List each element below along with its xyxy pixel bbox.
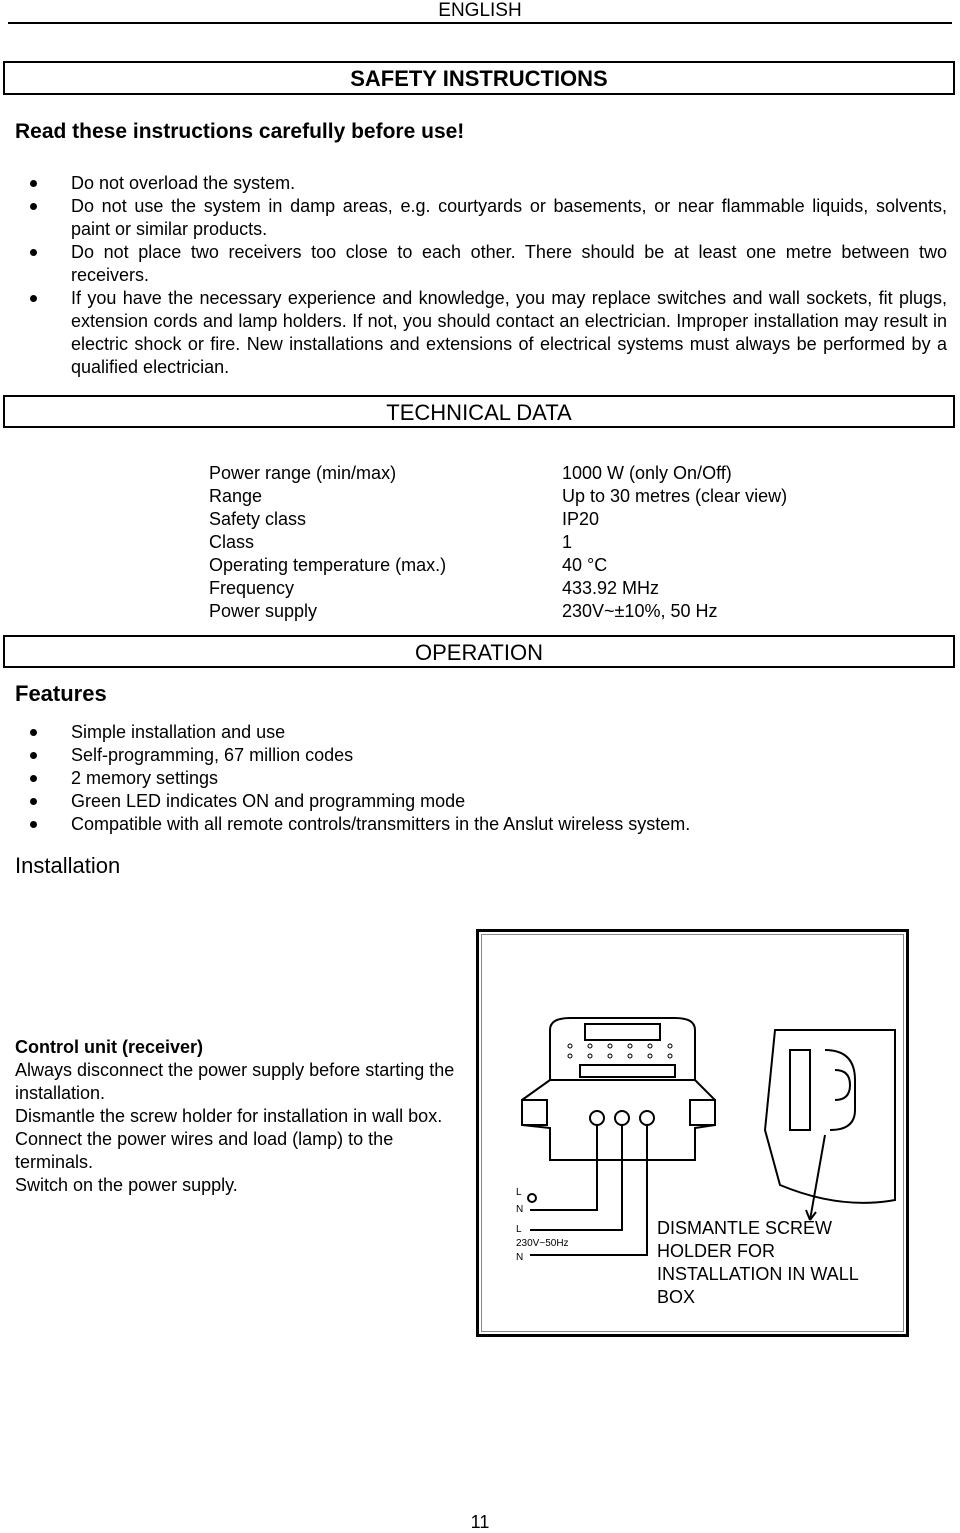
list-item: 2 memory settings — [15, 767, 947, 790]
list-item: If you have the necessary experience and knowledge, you may replace switches and wall sockets, fit plugs, extension cords and lamp holders. If not, you should contact an electrician. Improper installation may result in electric shock or fire. New installations and extensions of electrical systems must always be performed by a qualified electrician. — [15, 287, 947, 379]
diagram-label: L — [516, 1224, 522, 1235]
bullet-icon — [30, 729, 37, 736]
list-item: Do not use the system in damp areas, e.g. courtyards or basements, or near flammable liquids, solvents, paint or similar products. — [15, 195, 947, 241]
bullet-icon — [30, 203, 37, 210]
diagram-label: L — [516, 1187, 522, 1198]
list-item: Simple installation and use — [15, 721, 947, 744]
bullet-icon — [30, 752, 37, 759]
language-header: ENGLISH — [438, 0, 522, 21]
instruction-line: Switch on the power supply. — [15, 1175, 238, 1195]
list-item: Do not overload the system. — [15, 172, 947, 195]
control-unit-instructions — [15, 1036, 455, 1197]
page-number: 11 — [470, 1512, 490, 1532]
header-rule — [8, 22, 952, 24]
diagram-label: N — [516, 1252, 524, 1263]
bullet-icon — [30, 249, 37, 256]
installation-heading: Installation — [15, 853, 121, 878]
list-item: Do not place two receivers too close to each other. There should be at least one metre between two receivers. — [15, 241, 947, 287]
features-list — [15, 721, 947, 836]
safety-list — [15, 172, 947, 379]
instruction-line: Always disconnect the power supply before starting the installation. — [15, 1060, 455, 1103]
section-heading-technical: TECHNICAL DATA — [3, 395, 955, 428]
instruction-line: Dismantle the screw holder for installation in wall box. — [15, 1106, 443, 1126]
section-heading-safety: SAFETY INSTRUCTIONS — [3, 61, 955, 95]
diagram-label: N — [516, 1204, 524, 1215]
bullet-icon — [30, 295, 37, 302]
diagram-label: 230V~50Hz — [516, 1238, 569, 1249]
bullet-icon — [30, 180, 37, 187]
bullet-icon — [30, 798, 37, 805]
bullet-icon — [30, 775, 37, 782]
instruction-line: Connect the power wires and load (lamp) to the terminals. — [15, 1129, 394, 1172]
figure-caption: DISMANTLE SCREW HOLDER FOR INSTALLATION IN WALL BOX — [657, 1218, 859, 1307]
list-item: Compatible with all remote controls/transmitters in the Anslut wireless system. — [15, 813, 947, 836]
control-unit-title: Control unit (receiver) — [15, 1037, 204, 1057]
list-item: Green LED indicates ON and programming mode — [15, 790, 947, 813]
safety-intro: Read these instructions carefully before use! — [15, 120, 465, 143]
bullet-icon — [30, 821, 37, 828]
features-heading: Features — [15, 681, 107, 706]
section-heading-operation: OPERATION — [3, 635, 955, 668]
list-item: Self-programming, 67 million codes — [15, 744, 947, 767]
